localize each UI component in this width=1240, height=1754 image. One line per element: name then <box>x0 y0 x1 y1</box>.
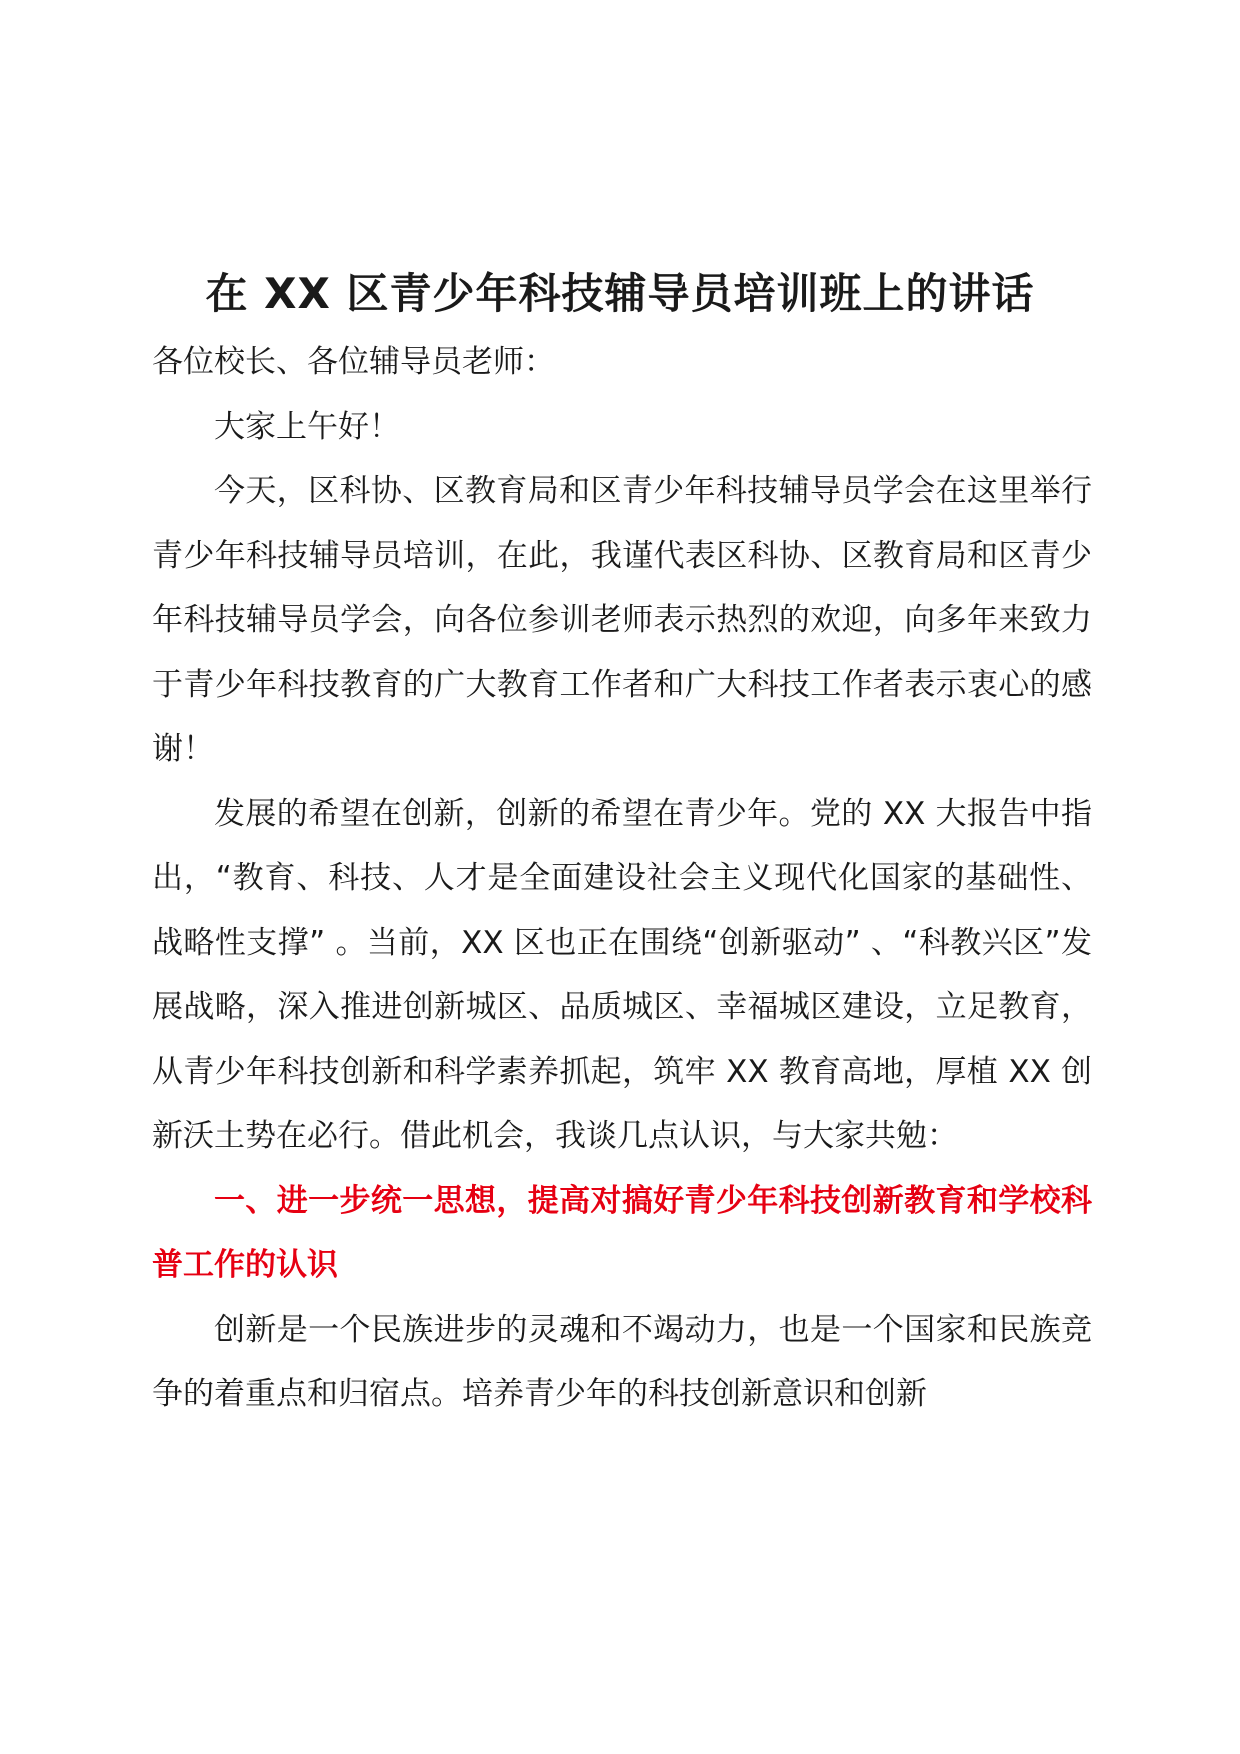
paragraph-innovation: 发展的希望在创新，创新的希望在青少年。党的 XX 大报告中指出，“教育、科技、人才是全面建设社会主义现代化国家的基础性、战略性支撑” 。当前，XX 区也正在围绕“创新驱动” 、“科教兴区”发展战略，深入推进创新城区、品质城区、幸福城区建设，立足教育，从青少年科技创新和科学素养抓起，筑牢 XX 教育高地，厚植 XX 创新沃土势在必行。借此机会，我谈几点认识，与大家共勉： <box>152 795 1092 1154</box>
salutation: 各位校长、各位辅导员老师： <box>152 344 555 380</box>
paragraph-section-1: 创新是一个民族进步的灵魂和不竭动力，也是一个国家和民族竞争的着重点和归宿点。培养青少年的科技创新意识和创新 <box>152 1311 1092 1412</box>
section-heading-1: 一、进一步统一思想，提高对搞好青少年科技创新教育和学校科普工作的认识 <box>152 1182 1092 1283</box>
document-body <box>152 330 1092 1427</box>
greeting: 大家上午好！ <box>214 408 400 445</box>
paragraph-opening: 今天，区科协、区教育局和区青少年科技辅导员学会在这里举行青少年科技辅导员培训，在此，我谨代表区科协、区教育局和区青少年科技辅导员学会，向各位参训老师表示热烈的欢迎，向多年来致力于青少年科技教育的广大教育工作者和广大科技工作者表示衷心的感谢！ <box>152 473 1092 767</box>
page-title: 在 XX 区青少年科技辅导员培训班上的讲话 <box>205 269 1035 319</box>
